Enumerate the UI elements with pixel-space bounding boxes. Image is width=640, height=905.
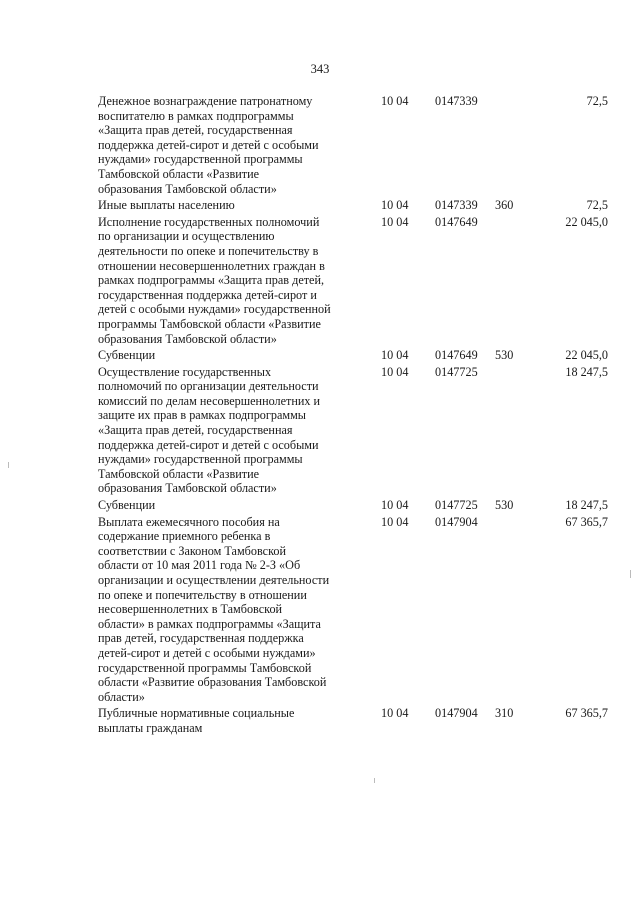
- row-section-code: 10 04: [381, 214, 409, 229]
- table-row: [98, 348, 608, 363]
- table-row: [98, 706, 608, 735]
- scan-mark: [374, 778, 375, 783]
- row-name: Исполнение государственных полномочий по организации и осуществлению деятельности по опеке и попечительству в отношении несовершеннолетних граждан в рамках подпрограммы «Защита прав детей, государственная поддержка детей-сирот и детей с особыми нуждами» государственной программы Тамбовской области «Развитие образования Тамбовской области»: [98, 214, 331, 346]
- row-name: Субвенции: [98, 498, 156, 513]
- row-name: Иные выплаты населению: [98, 198, 235, 213]
- row-amount: 22 045,0: [565, 214, 608, 229]
- row-target-code: 0147339: [435, 198, 478, 213]
- table-row: [98, 94, 608, 196]
- row-expense-kind: 360: [495, 198, 514, 213]
- row-expense-kind: 530: [495, 498, 514, 513]
- row-section-code: 10 04: [381, 198, 409, 213]
- row-section-code: 10 04: [381, 498, 409, 513]
- row-target-code: 0147649: [435, 214, 478, 229]
- row-expense-kind: 530: [495, 348, 514, 363]
- row-section-code: 10 04: [381, 94, 409, 108]
- row-target-code: 0147725: [435, 498, 478, 513]
- row-amount: 72,5: [586, 94, 608, 108]
- table-row: [98, 515, 608, 705]
- row-name: Субвенции: [98, 348, 156, 363]
- row-amount: 18 247,5: [565, 364, 608, 379]
- row-section-code: 10 04: [381, 348, 409, 363]
- row-amount: 72,5: [586, 198, 608, 213]
- row-target-code: 0147904: [435, 514, 478, 529]
- row-name: Выплата ежемесячного пособия на содержание приемного ребенка в соответствии с Законом Тамбовской области от 10 мая 2011 года № 2-З «Об организации и осуществлении деятельности по опеке и попечительству в отношении несовершеннолетних в Тамбовской области» в рамках подпрограммы «Защита прав детей, государственная поддержка детей-сирот и детей с особыми нуждами» государственной программы Тамбовской области «Развитие образования Тамбовской области»: [98, 514, 330, 704]
- row-section-code: 10 04: [381, 514, 409, 529]
- table-row: [98, 498, 608, 513]
- row-amount: 22 045,0: [565, 348, 608, 363]
- row-amount: 18 247,5: [565, 498, 608, 513]
- table-row: [98, 365, 608, 496]
- table-row: [98, 198, 608, 213]
- row-name: Денежное вознаграждение патронатному воспитателю в рамках подпрограммы «Защита прав детей, государственная поддержка детей-сирот и детей с особыми нуждами» государственной программы Тамбовской области «Развитие образования Тамбовской области»: [98, 94, 319, 196]
- row-target-code: 0147339: [435, 94, 478, 108]
- page-number: 343: [310, 62, 330, 76]
- row-target-code: 0147725: [435, 364, 478, 379]
- row-amount: 67 365,7: [565, 514, 608, 529]
- scan-mark: [8, 462, 9, 468]
- row-target-code: 0147649: [435, 348, 478, 363]
- row-expense-kind: 310: [495, 706, 514, 721]
- row-amount: 67 365,7: [565, 706, 608, 721]
- row-section-code: 10 04: [381, 706, 409, 721]
- row-name: Публичные нормативные социальные выплаты гражданам: [98, 706, 295, 735]
- row-target-code: 0147904: [435, 706, 478, 721]
- table-row: [98, 215, 608, 346]
- budget-table: [98, 94, 608, 738]
- scan-mark: [630, 570, 631, 578]
- row-name: Осуществление государственных полномочий по организации деятельности комиссий по делам несовершеннолетних и защите их прав в рамках подпрограммы «Защита прав детей, государственная поддержка детей-сирот и детей с особыми нуждами» государственной программы Тамбовской области «Развитие образования Тамбовской области»: [98, 364, 321, 496]
- row-section-code: 10 04: [381, 364, 409, 379]
